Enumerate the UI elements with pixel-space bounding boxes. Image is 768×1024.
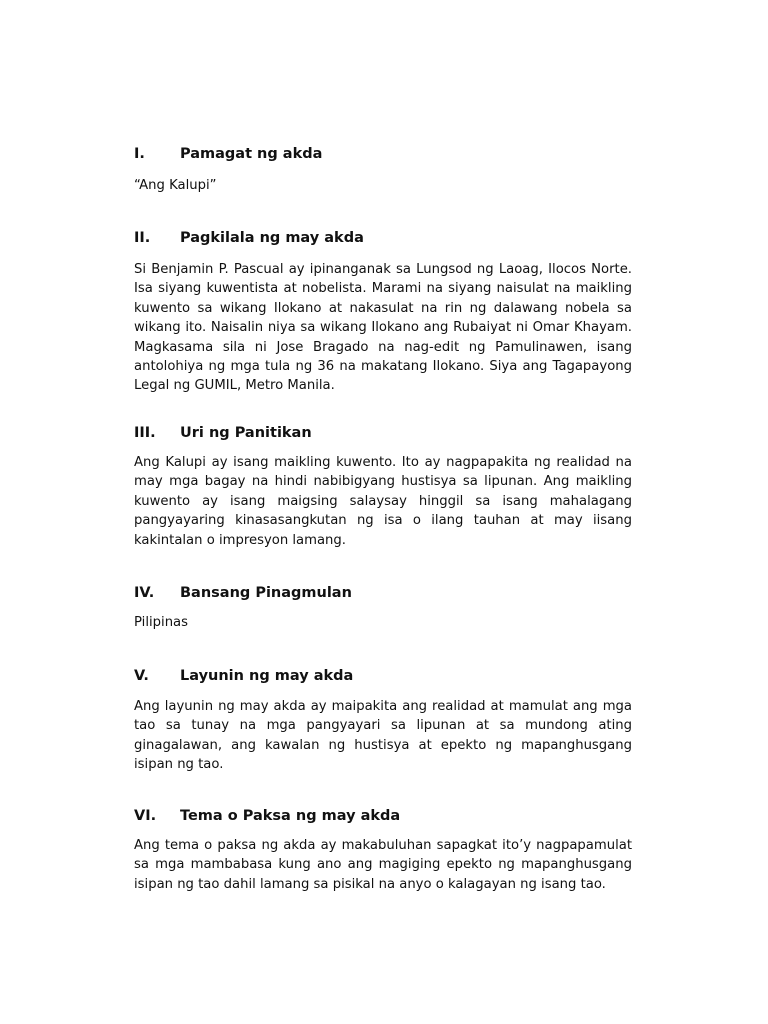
section-title: Layunin ng may akda [180, 668, 354, 684]
section-numeral: II. [134, 230, 151, 246]
section-body-2: Si Benjamin P. Pascual ay ipinanganak sa Lungsod ng Laoag, Ilocos Norte. Isa siyang kuwentista at nobelista. Marami na siyang naisulat na maikling kuwento sa wikang Ilokano at nakasulat na rin ng dalawang nobela sa wikang ito. Naisalin niya sa wikang Ilokano ang Rubaiyat ni Omar Khayam. Magkasama sila ni Jose Bragado na nag-edit ng Pamulinawen, isang antolohiya ng mga tula ng 36 na makatang Ilokano. Siya ang Tagapayong Legal ng GUMIL, Metro Manila. [134, 262, 632, 394]
section-heading-1 [134, 145, 634, 163]
section-heading-6 [134, 807, 634, 825]
section-title: Bansang Pinagmulan [180, 585, 352, 601]
section-numeral: III. [134, 425, 156, 441]
section-body-3: Ang Kalupi ay isang maikling kuwento. Ito ay nagpapakita ng realidad na may mga bagay na hindi nabibigyang hustisya sa lipunan. Ang maikling kuwento ay isang maigsing salaysay hinggil sa isang mahalagang pangyayaring kinasasangkutan ng isa o ilang tauhan at may iisang kakintalan o impresyon lamang. [134, 455, 632, 548]
section-title: Pamagat ng akda [180, 146, 323, 162]
section-body-4: Pilipinas [134, 615, 188, 630]
section-numeral: V. [134, 668, 149, 684]
section-heading-5 [134, 667, 634, 685]
section-title: Tema o Paksa ng may akda [180, 808, 401, 824]
section-heading-2 [134, 229, 634, 247]
section-title: Uri ng Panitikan [180, 425, 312, 441]
section-heading-4 [134, 584, 634, 602]
section-body-5: Ang layunin ng may akda ay maipakita ang realidad at mamulat ang mga tao sa tunay na mga pangyayari sa lipunan at sa mundong ating ginagalawan, ang kawalan ng hustisya at epekto ng mapanghusgang isipan ng tao. [134, 699, 632, 773]
section-body-6: Ang tema o paksa ng akda ay makabuluhan sapagkat ito’y nagpapamulat sa mga mambabasa kung ano ang magiging epekto ng mapanghusgang isipan ng tao dahil lamang sa pisikal na anyo o kalagayan ng isang tao. [134, 838, 632, 892]
section-numeral: IV. [134, 585, 155, 601]
section-numeral: VI. [134, 808, 157, 824]
section-numeral: I. [134, 146, 145, 162]
section-body-1: “Ang Kalupi” [134, 178, 217, 193]
section-title: Pagkilala ng may akda [180, 230, 364, 246]
section-heading-3 [134, 424, 634, 442]
